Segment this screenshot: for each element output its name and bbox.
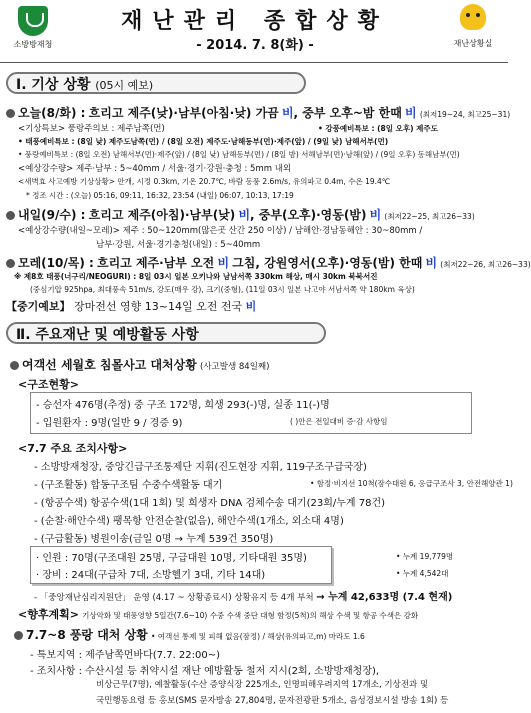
midterm-forecast: 【중기예보】 장마전선 영향 13~14일 오전 전국 비 — [6, 300, 257, 313]
today-tide-times: * 정조 시간 : (오늘) 05:16, 09:11, 16:32, 23:54 (내일) 06:07, 10:13, 17:19 — [26, 191, 294, 200]
today-sea-condition: <새벽효 사고예방 기상상황> 안개, 시정 0.3km, 기온 20.7℃, 바람 동풍 2.6m/s, 유의파고 0.4m, 수온 19.4℃ — [18, 177, 391, 186]
tomorrow-rainfall-1: <예상강수량(내일~모레)> 제주 : 50~120mm(많은곳 산간 250 이상) / 남해안·경남동해안 : 30~80mm / — [18, 226, 423, 236]
tomorrow-forecast: 내일(9/수) : 흐리고 제주(아침)·남부(낮) 비, 중부(오후)·영동(밤) 비 (최저22~25, 최고26~33) — [6, 206, 475, 223]
bullet-icon — [6, 109, 15, 118]
typhoon-notice-2: (중심기압 925hpa, 최대풍속 51m/s, 강도(매우 강), 크기(중형), (11일 03시 일본 나고야 서남서쪽 약 180km 육상) — [30, 285, 415, 294]
report-header — [0, 0, 508, 62]
ferry-heading: 여객선 세월호 침몰사고 대처상황 (사고발생 84일째) — [10, 356, 269, 373]
action-command: - 소방방재청장, 중앙긴급구조통제단 지휘(진도현장 지휘, 119구조구급국장) — [34, 462, 367, 473]
wind-warning-area: - 특보지역 : 제주남쪽먼바다(7.7. 22:00~) — [30, 650, 221, 661]
wind-actions-3: 국민행동요령 등 홍보(SMS 문자방송 27,804명, 문자전광판 5개소, 음성경보시설 방송 1회) 등 — [96, 696, 449, 706]
action-rescue-note: • 함정·비지선 10척(잠수대원 6, 응급구조사 3, 안전해양관 1) — [310, 479, 513, 488]
nema-logo — [8, 6, 58, 50]
shield-logo-icon — [18, 6, 48, 36]
today-wave-prewarning: • 풍랑예비특보 : (8일 오전) 남해서부(먼)·제주(앞) / (8일 낮) 남해동부(먼) / (8일 밤) 서해남부(먼)·남해(앞) / (9일 오후) 동해남부(먼) — [18, 150, 460, 159]
equipment-total: • 누계 4,542대 — [396, 569, 449, 578]
rescue-note: ( )안은 전일대비 증·감 사항임 — [290, 417, 388, 426]
today-warning: <기상특보> 풍랑주의보 : 제주남쪽(먼) — [18, 124, 165, 134]
future-plan: <향후계획> 기상악화 및 태풍영향 5일간(7.6~10) 수중 수색 중단 대형 함정(5척)의 해상 수색 및 항공 수색은 강화 — [18, 608, 419, 621]
section2-heading — [6, 322, 326, 344]
wind-heading: 7.7~8 풍랑 대처 상황 • 여객선 통제 및 피해 없음(잠정) / 해상(유의파고,m) 마라도 1.6 — [14, 626, 365, 643]
psych-support: - 「중앙재난심리지원단」 운영 (4.17 ~ 상황종료시) 상황유지 등 4개 부처 → 누계 42,633명 (7.4 현재) — [34, 592, 453, 603]
action-ambulance: - (구급활동) 병원이송(금일 0명 → 누계 539건 350명) — [34, 534, 274, 545]
action-air-search: - (항공수색) 항공수색(1대 1회) 및 희생자 DNA 검체수송 대기(23회/누계 78건) — [34, 498, 386, 509]
inpatient-count: - 입원환자 : 9명(일반 9 / 경증 9) — [36, 418, 183, 429]
typhoon-notice-1: ※ 제8호 태풍(너구리/NEOGURI) : 8일 03시 일본 오키나와 남남서쪽 330km 해상, 매시 30km 북북서진 — [14, 272, 378, 281]
section1-subtitle: (05시 예보) — [95, 79, 154, 92]
section1-title: Ⅰ. 기상 상황 — [16, 77, 91, 93]
bullet-icon — [6, 259, 15, 268]
today-rainfall: <예상강수량> 제주·남부 : 5~40mm / 서울·경기·강원·충청 : 5mm 내외 — [18, 164, 292, 174]
today-typhoon-prewarning: • 태풍예비특보 : (8일 낮) 제주도남쪽(먼) / (8일 오전) 제주도·남해동부(먼)·제주(앞) / (9일 낮) 남해서부(먼) — [18, 137, 389, 146]
dayafter-forecast: 모레(10/목) : 흐리고 제주·남부 오전 비 그침, 강원영서(오후)·영동(밤) 한때 비 (최저22~26, 최고26~33) — [6, 254, 531, 271]
main-actions-heading: <7.7 주요 조치사항> — [18, 442, 128, 455]
section2-title: Ⅱ. 주요재난 및 예방활동 사항 — [16, 327, 199, 343]
org-name-right: 재난상황실 — [453, 39, 493, 48]
action-patrol: - (순찰·해안수색) 팽목항 안전순찰(없음), 해안수색(1개소, 외소대 4명) — [34, 516, 344, 527]
tomorrow-rainfall-2: 남부·강원, 서울·경기충청(내일) : 5~40mm — [96, 240, 261, 250]
bullet-icon — [6, 211, 15, 220]
header-divider — [0, 62, 508, 63]
wind-actions-1: - 조치사항 : 수산시설 등 취약시설 재난 예방활동 철저 지시(2회, 소방방재청장), — [30, 666, 380, 677]
action-rescue: - (구조활동) 합동구조팀 수중수색활동 대기 — [34, 480, 223, 491]
org-name-left: 소방방재청 — [13, 40, 53, 49]
situation-room-logo — [444, 4, 502, 49]
personnel-count: · 인원 : 70명(구조대원 25명, 구급대원 10명, 기타대원 35명) — [36, 553, 307, 564]
personnel-total: • 누계 19,779명 — [396, 552, 454, 561]
today-forecast: 오늘(8/화) : 흐리고 제주(낮)·남부(아침·낮) 가끔 비, 중부 오후~밤 한때 비 (최저19~24, 최고25~31) — [6, 104, 510, 121]
rescue-count: - 승선자 476명(추정) 중 구조 172명, 희생 293(-)명, 실종 11(-)명 — [36, 400, 330, 411]
bullet-icon — [14, 631, 23, 640]
today-wind-warning: • 강풍예비특보 : (8일 오후) 제주도 — [318, 124, 438, 133]
section1-heading — [6, 72, 306, 94]
wind-actions-2: 비상근무(7명), 예찰활동(수산 증양식장 225개소, 인명피해우려지역 17개소, 기상전과 및 — [96, 680, 429, 690]
equipment-count: · 장비 : 24대(구급차 7대, 소방헬기 3대, 기타 14대) — [36, 570, 266, 581]
mascot-icon — [460, 4, 486, 30]
report-title: 재난관리 종합상황 — [121, 9, 389, 34]
report-date: - 2014. 7. 8(화) - — [196, 38, 314, 53]
rescue-status-heading: <구조현황> — [18, 378, 79, 391]
bullet-icon — [10, 361, 19, 370]
